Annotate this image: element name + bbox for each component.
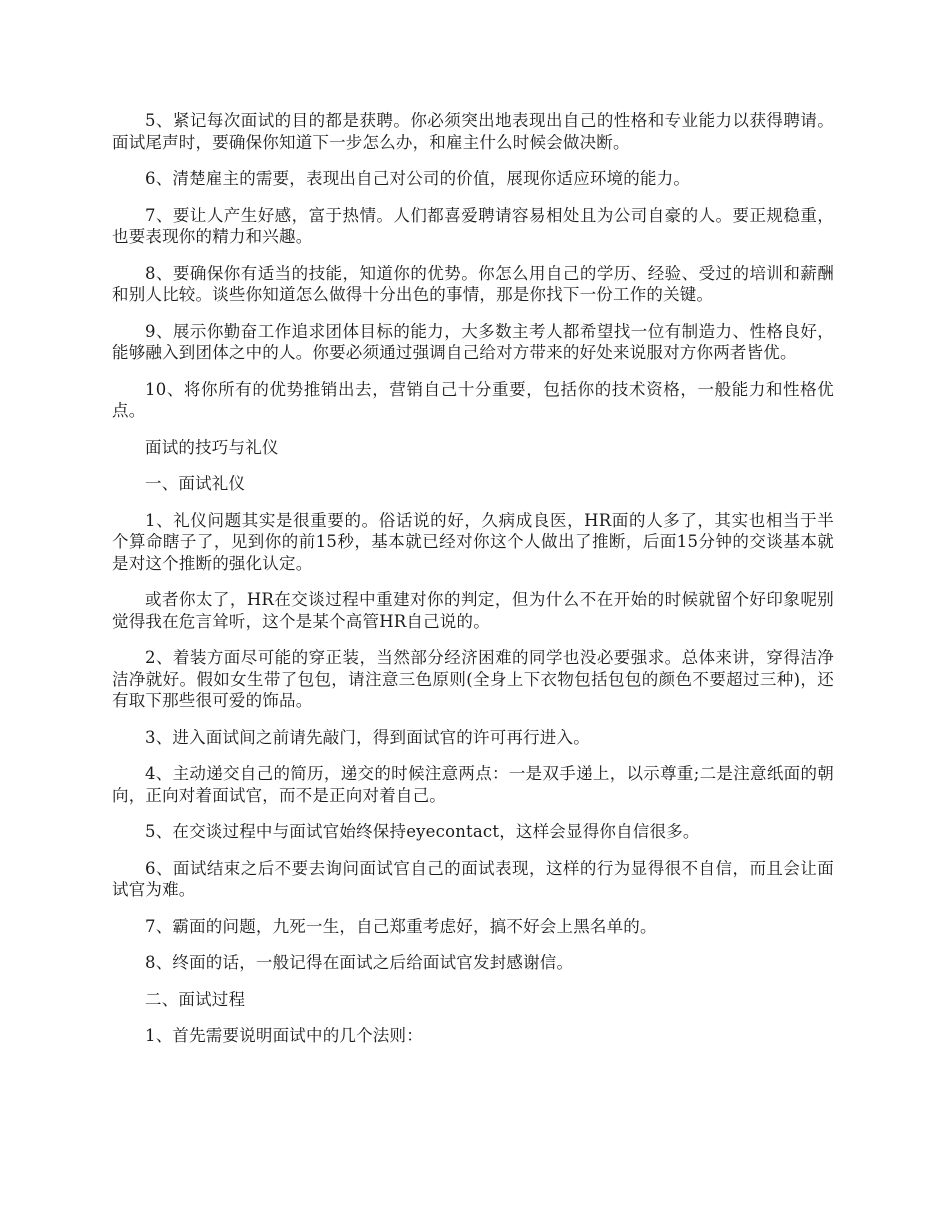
paragraph-tip-5: 5、紧记每次面试的目的都是获聘。你必须突出地表现出自己的性格和专业能力以获得聘请。面试尾声时，要确保你知道下一步怎么办，和雇主什么时候会做决断。 [112, 111, 834, 152]
paragraph-etiquette-note: 或者你太了，HR在交谈过程中重建对你的判定，但为什么不在开始的时候就留个好印象呢别觉得我在危言耸听，这个是某个高管HR自己说的。 [112, 590, 834, 631]
paragraph-tip-7: 7、要让人产生好感，富于热情。人们都喜爱聘请容易相处且为公司自豪的人。要正规稳重，也要表现你的精力和兴趣。 [112, 205, 834, 246]
subheading-interview-etiquette: 一、面试礼仪 [145, 474, 246, 493]
paragraph-etiquette-6: 6、面试结束之后不要去询问面试官自己的面试表现，这样的行为显得很不自信，而且会让面试官为难。 [112, 858, 834, 899]
paragraph-tip-6: 6、清楚雇主的需要，表现出自己对公司的价值，展现你适应环境的能力。 [145, 169, 691, 188]
paragraph-etiquette-1: 1、礼仪问题其实是很重要的。俗话说的好，久病成良医，HR面的人多了，其实也相当于半个算命瞎子了，见到你的前15秒，基本就已经对你这个人做出了推断，后面15分钟的交谈基本就是对这个推断的强化认定。 [112, 510, 834, 573]
paragraph-tip-9: 9、展示你勤奋工作追求团体目标的能力，大多数主考人都希望找一位有制造力、性格良好，能够融入到团体之中的人。你要必须通过强调自己给对方带来的好处来说服对方你两者皆优。 [112, 321, 834, 362]
subheading-interview-process: 二、面试过程 [145, 989, 246, 1009]
paragraph-tip-10: 10、将你所有的优势推销出去，营销自己十分重要，包括你的技术资格，一般能力和性格优点。 [112, 379, 834, 420]
section-heading-skills-etiquette: 面试的技巧与礼仪 [145, 437, 279, 457]
paragraph-etiquette-4: 4、主动递交自己的简历，递交的时候注意两点：一是双手递上，以示尊重;二是注意纸面的朝向，正向对着面试官，而不是正向对着自己。 [112, 764, 834, 805]
paragraph-tip-8: 8、要确保你有适当的技能，知道你的优势。你怎么用自己的学历、经验、受过的培训和薪酬和别人比较。谈些你知道怎么做得十分出色的事情，那是你找下一份工作的关键。 [112, 263, 834, 304]
paragraph-etiquette-5: 5、在交谈过程中与面试官始终保持eyecontact，这样会显得你自信很多。 [145, 822, 700, 841]
paragraph-etiquette-7: 7、霸面的问题，九死一生，自己郑重考虑好，搞不好会上黑名单的。 [145, 916, 657, 936]
paragraph-etiquette-8: 8、终面的话，一般记得在面试之后给面试官发封感谢信。 [145, 953, 574, 972]
paragraph-etiquette-2: 2、着装方面尽可能的穿正装，当然部分经济困难的同学也没必要强求。总体来讲，穿得洁净洁净就好。假如女生带了包包，请注意三色原则(全身上下衣物包括包包的颜色不要超过三种)，还有取下那些很可爱的饰品。 [112, 648, 834, 710]
document-body [112, 110, 834, 1062]
paragraph-etiquette-3: 3、进入面试间之前请先敲门，得到面试官的许可再行进入。 [145, 727, 590, 747]
paragraph-process-1: 1、首先需要说明面试中的几个法则： [145, 1026, 423, 1045]
